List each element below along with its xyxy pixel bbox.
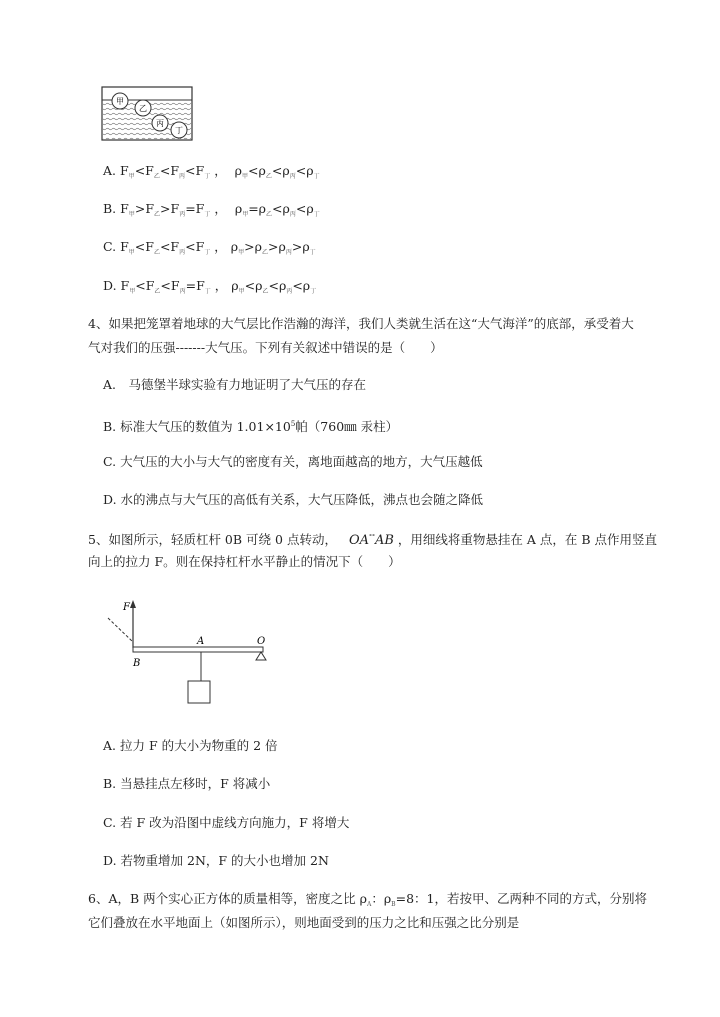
weight-block — [188, 681, 210, 703]
q6-stem-line2: 它们叠放在水平地面上（如图所示），则地面受到的压力之比和压强之比分别是 — [88, 915, 520, 930]
q5-stem-line1: 5、如图所示，轻质杠杆 0B 可绕 0 点转动， OA°°AB ，用细线将重物悬挂在 A 点，在 B 点作用竖直 — [88, 532, 658, 548]
q4-option-d[interactable]: D. 水的沸点与大气压的高低有关系，大气压降低，沸点也会随之降低 — [103, 492, 484, 507]
label-o: O — [257, 636, 266, 647]
math-symbol: °° — [368, 534, 375, 541]
q3-option-b[interactable]: B. $F_甲>F_乙>F_丙=F_丁$ ， $\rho_甲=\rho_乙<\rho_丙<\rho_丁$ — [103, 201, 320, 218]
q4-stem-line2: 气对我们的压强-------大气压。下列有关叙述中错误的是（ ） — [88, 340, 443, 355]
q3-option-c[interactable]: C. $F_甲<F_乙<F_丙<F_丁$ ， $\rho_甲>\rho_乙>\rho_丙>\rho_丁$ — [103, 239, 316, 256]
label-b: B — [133, 658, 141, 669]
q6-stem-line1: 6、A，B 两个实心正方体的质量相等，密度之比 $\rho_A$：$\rho_B=8$：1，若按甲、乙两种不同的方式，分别将 — [88, 891, 647, 908]
label-bing: 丙 — [156, 119, 164, 128]
q4-stem-line1: 4、如果把笼罩着地球的大气层比作浩瀚的海洋，我们人类就生活在这“大气海洋”的底部，承受着大 — [88, 316, 634, 331]
q5-option-a[interactable]: A. 拉力 F 的大小为物重的 2 倍 — [103, 738, 278, 753]
label-a: A — [197, 636, 205, 647]
q3-option-d[interactable]: D. $F_甲<F_乙<F_丙=F_丁$ ， $\rho_甲<\rho_乙<\rho_丙<\rho_丁$ — [103, 278, 317, 295]
q4-option-c[interactable]: C. 大气压的大小与大气的密度有关，离地面越高的地方，大气压越低 — [103, 454, 483, 469]
q3-tank-figure — [100, 86, 195, 142]
q5-option-c[interactable]: C. 若 F 改为沿图中虚线方向施力，F 将增大 — [103, 815, 350, 830]
q5-option-b[interactable]: B. 当悬挂点左移时，F 将减小 — [103, 776, 271, 791]
q5-option-d[interactable]: D. 若物重增加 2N，F 的大小也增加 2N — [103, 853, 329, 868]
q4-option-b[interactable]: B. 标准大气压的数值为 $1.01\times 10^5$帕（760㎜ 汞柱） — [103, 419, 399, 434]
pivot-triangle — [256, 652, 266, 660]
q4-option-a[interactable]: A. 马德堡半球实验有力地证明了大气压的存在 — [103, 377, 367, 392]
q3-option-a[interactable]: A. $F_甲<F_乙<F_丙<F_丁$ ， $\rho_甲<\rho_乙<\rho_丙<\rho_丁$ — [103, 163, 320, 180]
math-oa: OA — [348, 533, 369, 548]
math-ab: AB — [374, 533, 394, 548]
force-arrow-head — [130, 600, 136, 608]
label-f: F — [123, 602, 130, 613]
lever-bar — [133, 647, 263, 652]
dashed-force-line — [108, 618, 133, 642]
q5-stem-line2: 向上的拉力 F。则在保持杠杆水平静止的情况下（ ） — [88, 554, 401, 569]
q5-lever-figure — [105, 596, 280, 711]
label-yi: 乙 — [139, 104, 147, 113]
label-ding: 丁 — [175, 126, 183, 135]
label-jia: 甲 — [116, 97, 124, 106]
